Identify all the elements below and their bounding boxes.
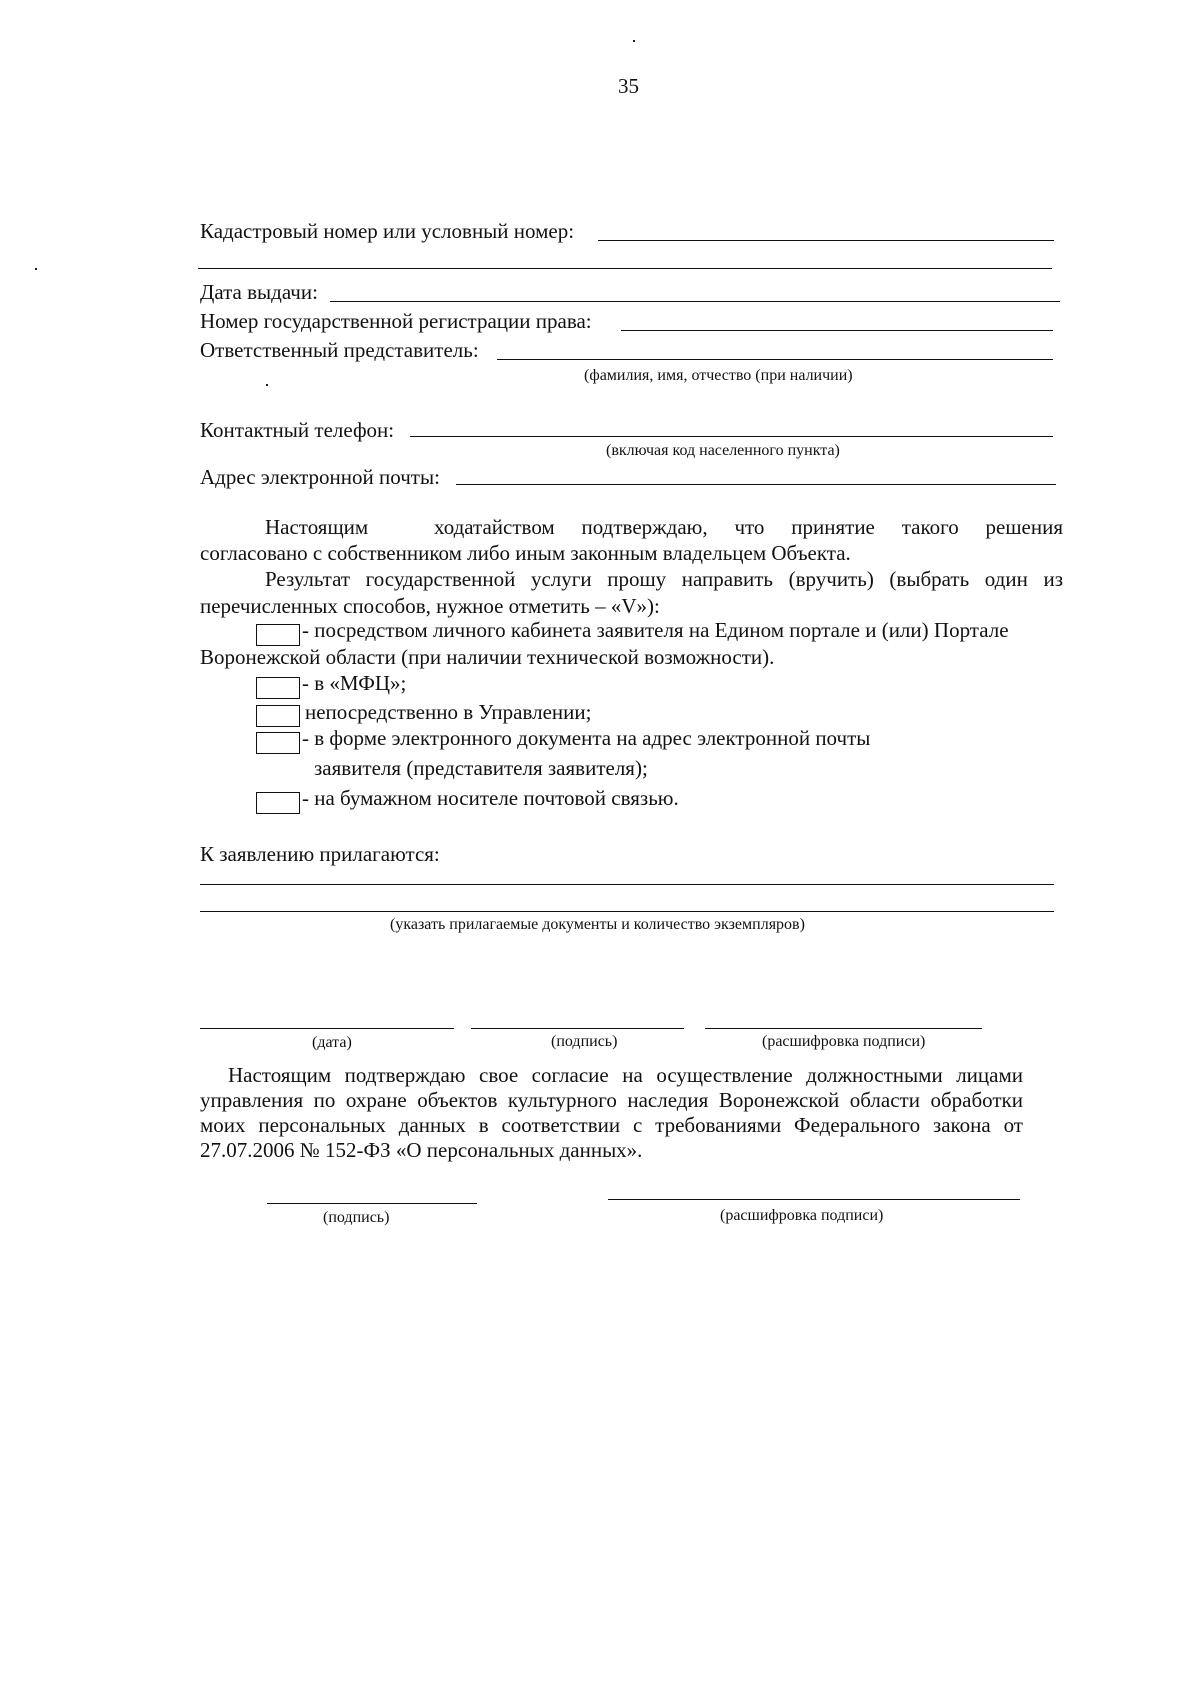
cadastral-label: Кадастровый номер или условный номер: xyxy=(200,219,575,243)
result-line1: Результат государственной услуги прошу направить (вручить) (выбрать один из xyxy=(265,567,1063,591)
option-email-checkbox[interactable] xyxy=(256,732,300,754)
date-caption: (дата) xyxy=(312,1034,352,1051)
cadastral-input-line-2[interactable] xyxy=(198,268,1052,269)
consent-line1: Настоящим подтверждаю свое согласие на осуществление должностными лицами xyxy=(228,1063,1023,1087)
cadastral-input-line[interactable] xyxy=(598,240,1054,241)
scan-speck xyxy=(633,40,635,42)
issue-date-label: Дата выдачи: xyxy=(200,280,318,304)
scan-speck xyxy=(35,268,37,270)
option-directly-checkbox[interactable] xyxy=(256,705,300,727)
confirmation-line2: согласовано с собственником либо иным законным владельцем Объекта. xyxy=(200,541,851,565)
representative-label: Ответственный представитель: xyxy=(200,338,479,362)
confirmation-line1: ходатайством подтверждаю, что принятие такого решения xyxy=(434,515,1063,539)
email-label: Адрес электронной почты: xyxy=(200,465,440,489)
reg-number-input-line[interactable] xyxy=(621,330,1053,331)
issue-date-input-line[interactable] xyxy=(330,301,1060,302)
result-line2: перечисленных способов, нужное отметить – «V»): xyxy=(200,594,660,618)
consent-line2: управления по охране объектов культурного наследия Воронежской области обработки xyxy=(200,1088,1023,1112)
option-personal-cabinet-checkbox[interactable] xyxy=(256,624,300,646)
consent-signature-input-line[interactable] xyxy=(267,1203,477,1204)
consent-decode-caption: (расшифровка подписи) xyxy=(720,1207,884,1224)
attachments-input-line-2[interactable] xyxy=(200,911,1054,912)
date-input-line[interactable] xyxy=(200,1028,454,1029)
phone-input-line[interactable] xyxy=(410,436,1053,437)
signature-input-line[interactable] xyxy=(471,1028,684,1029)
option-directly-label: непосредственно в Управлении; xyxy=(305,700,592,724)
signature-caption: (подпись) xyxy=(551,1033,618,1050)
option-personal-cabinet-label: - посредством личного кабинета заявителя на Едином портале и (или) Портале xyxy=(302,618,1009,642)
option-email-label: - в форме электронного документа на адрес электронной почты xyxy=(302,726,871,750)
option-mfc-checkbox[interactable] xyxy=(256,677,300,699)
consent-line3: моих персональных данных в соответствии с требованиями Федерального закона от xyxy=(200,1113,1023,1137)
scan-speck xyxy=(266,384,268,386)
phone-label: Контактный телефон: xyxy=(200,418,395,442)
option-mfc-label: - в «МФЦ»; xyxy=(302,671,407,695)
option-email-label-2: заявителя (представителя заявителя); xyxy=(314,756,648,780)
attachments-caption: (указать прилагаемые документы и количество экземпляров) xyxy=(390,916,805,933)
representative-input-line[interactable] xyxy=(497,359,1053,360)
attachments-label: К заявлению прилагаются: xyxy=(200,842,440,866)
phone-caption: (включая код населенного пункта) xyxy=(606,442,840,459)
signature-decode-caption: (расшифровка подписи) xyxy=(762,1033,926,1050)
attachments-input-line[interactable] xyxy=(200,884,1054,885)
option-post-label: - на бумажном носителе почтовой связью. xyxy=(302,786,679,810)
representative-caption: (фамилия, имя, отчество (при наличии) xyxy=(584,367,853,384)
signature-decode-input-line[interactable] xyxy=(705,1028,982,1029)
consent-signature-caption: (подпись) xyxy=(323,1209,390,1226)
consent-decode-input-line[interactable] xyxy=(608,1199,1020,1200)
page-number: 35 xyxy=(618,74,639,98)
reg-number-label: Номер государственной регистрации права: xyxy=(200,309,592,333)
confirmation-word: Настоящим xyxy=(265,515,369,539)
email-input-line[interactable] xyxy=(456,484,1056,485)
option-personal-cabinet-label-2: Воронежской области (при наличии технической возможности). xyxy=(200,645,775,669)
consent-line4: 27.07.2006 № 152-ФЗ «О персональных данных». xyxy=(200,1138,643,1162)
option-post-checkbox[interactable] xyxy=(256,792,300,814)
